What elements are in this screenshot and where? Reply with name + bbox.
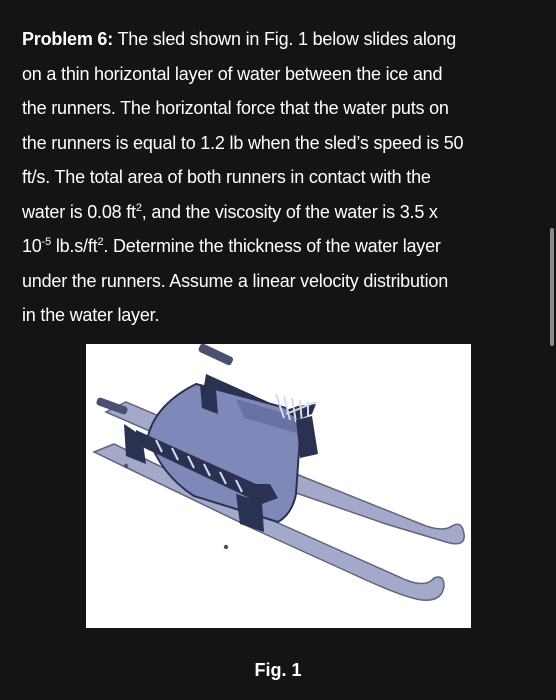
scrollbar-thumb[interactable] bbox=[550, 228, 554, 346]
problem-line-5: ft/s. The total area of both runners in contact with the bbox=[22, 167, 431, 187]
sled-illustration bbox=[86, 344, 471, 628]
problem-line-8: under the runners. Assume a linear velocity distribution bbox=[22, 270, 449, 291]
problem-statement bbox=[22, 22, 532, 333]
figure-caption: Fig. 1 bbox=[254, 660, 302, 680]
problem-line-7: $10^{-5}$ $lb.s/ft^2$. Determine the thickness of the water layer bbox=[22, 236, 441, 256]
handle-bar bbox=[198, 344, 234, 366]
runner-rivet bbox=[224, 545, 228, 549]
runner-rivet bbox=[124, 464, 128, 468]
problem-label: Problem 6: bbox=[22, 29, 114, 49]
problem-line-6: water is 0.08 $ft^2$, and the viscosity of the water is 3.5 x bbox=[22, 201, 438, 222]
sled-figure bbox=[86, 344, 471, 628]
problem-line-9: in the water layer. bbox=[22, 305, 160, 325]
problem-line-1: Problem 6: The sled shown in Fig. 1 below slides along bbox=[22, 29, 457, 49]
problem-line-2: on a thin horizontal layer of water between the ice and bbox=[22, 63, 443, 84]
problem-line-3: the runners. The horizontal force that the water puts on bbox=[22, 98, 449, 118]
problem-line-4: the runners is equal to 1.2 lb when the sled’s speed is 50 bbox=[22, 132, 464, 153]
